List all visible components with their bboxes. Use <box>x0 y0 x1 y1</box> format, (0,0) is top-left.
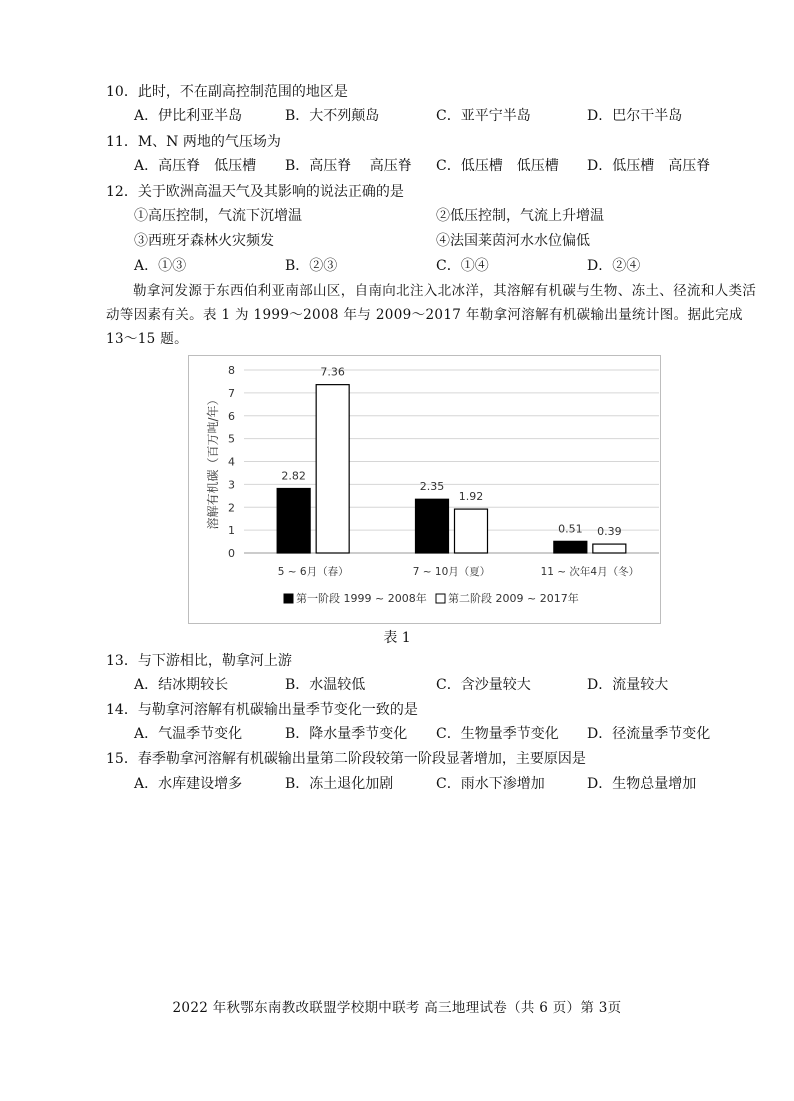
q14-option-b: B．降水量季节变化 <box>285 726 408 742</box>
q12-statement-1: ①高压控制，气流下沉增温 <box>134 208 302 224</box>
q10-option-b: B．大不列颠岛 <box>285 108 380 124</box>
bar-data-label: 0.51 <box>558 522 583 536</box>
q15-option-b: B．冻土退化加剧 <box>285 776 394 792</box>
bar-data-label: 2.35 <box>419 480 445 494</box>
chart-frame <box>188 355 661 624</box>
q10-option-d: D．巴尔干半岛 <box>587 108 683 124</box>
q12-option-a: A．①③ <box>134 258 187 274</box>
q12-option-d: D．②④ <box>587 258 641 274</box>
bar-data-label: 2.82 <box>281 469 306 483</box>
y-tick-label: 2 <box>228 501 235 515</box>
question-13-stem: 13．与下游相比，勒拿河上游 <box>106 653 292 669</box>
question-14-stem: 14．与勒拿河溶解有机碳输出量季节变化一致的是 <box>106 702 418 718</box>
y-tick-label: 6 <box>228 409 235 423</box>
bar-data-label: 7.36 <box>320 365 345 379</box>
q13-option-d: D．流量较大 <box>587 677 669 693</box>
q10-option-a: A．伊比利亚半岛 <box>134 108 243 124</box>
y-tick-label: 1 <box>228 524 235 538</box>
y-tick-label: 0 <box>228 547 235 560</box>
page-footer: 2022 年秋鄂东南教改联盟学校期中联考 高三地理试卷（共 6 页）第 3页 <box>172 1000 622 1016</box>
q13-option-b: B．水温较低 <box>285 677 366 693</box>
legend-swatch <box>284 594 293 603</box>
legend-swatch <box>436 594 445 603</box>
y-axis-label: 溶解有机碳（百万吨/年） <box>206 393 220 530</box>
bar <box>593 544 626 553</box>
x-tick-label: 11 ~ 次年4月（冬） <box>540 566 640 578</box>
y-tick-label: 7 <box>228 386 235 400</box>
x-tick-label: 7 ~ 10月（夏） <box>412 566 491 578</box>
bar-data-label: 0.39 <box>597 525 622 539</box>
q12-option-b: B．②③ <box>285 258 338 274</box>
bar <box>416 499 449 553</box>
q15-option-d: D．生物总量增加 <box>587 776 697 792</box>
bar-data-label: 1.92 <box>458 490 484 504</box>
x-tick-label: 5 ~ 6月（春） <box>277 566 349 578</box>
q11-option-a: A．高压脊 低压槽 <box>134 158 257 174</box>
q11-option-b: B．高压脊 高压脊 <box>285 158 412 174</box>
q12-statement-3: ③西班牙森林火灾频发 <box>134 233 274 249</box>
passage-text: 勒拿河发源于东西伯利亚南部山区，自南向北注入北冰洋，其溶解有机碳与生物、冻土、径流和人类活动等因素有关。表 1 为 1999～2008 年与 2009～2017 年勒拿河溶解有机碳输出量统计图。据此完成 13～15 题。 <box>106 283 757 347</box>
q10-option-c: C．亚平宁半岛 <box>436 108 531 124</box>
question-15-stem: 15．春季勒拿河溶解有机碳输出量第二阶段较第一阶段显著增加，主要原因是 <box>106 751 586 767</box>
bar-chart <box>189 356 660 623</box>
q14-option-d: D．径流量季节变化 <box>587 726 711 742</box>
q15-option-c: C．雨水下渗增加 <box>436 776 545 792</box>
legend-entry: 第一阶段 1999 ~ 2008年 <box>296 592 427 605</box>
q14-option-c: C．生物量季节变化 <box>436 726 559 742</box>
y-tick-label: 8 <box>228 364 235 377</box>
bar <box>316 385 349 553</box>
q13-option-c: C．含沙量较大 <box>436 677 531 693</box>
q12-option-c: C．①④ <box>436 258 489 274</box>
question-10-stem: 10．此时，不在副高控制范围的地区是 <box>106 84 348 100</box>
q11-option-d: D．低压槽 高压脊 <box>587 158 711 174</box>
chart-caption: 表 1 <box>383 630 411 646</box>
y-tick-label: 5 <box>228 432 235 446</box>
legend-entry: 第二阶段 2009 ~ 2017年 <box>448 592 579 605</box>
q11-option-c: C．低压槽 低压槽 <box>436 158 559 174</box>
q14-option-a: A．气温季节变化 <box>134 726 243 742</box>
bar <box>455 509 488 553</box>
y-tick-label: 4 <box>228 455 235 469</box>
q13-option-a: A．结冰期较长 <box>134 677 229 693</box>
bar <box>554 541 587 553</box>
bar <box>277 488 310 553</box>
question-12-stem: 12．关于欧洲高温天气及其影响的说法正确的是 <box>106 184 404 200</box>
q15-option-a: A．水库建设增多 <box>134 776 243 792</box>
y-tick-label: 3 <box>228 478 235 492</box>
q12-statement-4: ④法国莱茵河水水位偏低 <box>436 233 590 249</box>
q12-statement-2: ②低压控制，气流上升增温 <box>436 208 604 224</box>
question-11-stem: 11．M、N 两地的气压场为 <box>106 134 281 150</box>
